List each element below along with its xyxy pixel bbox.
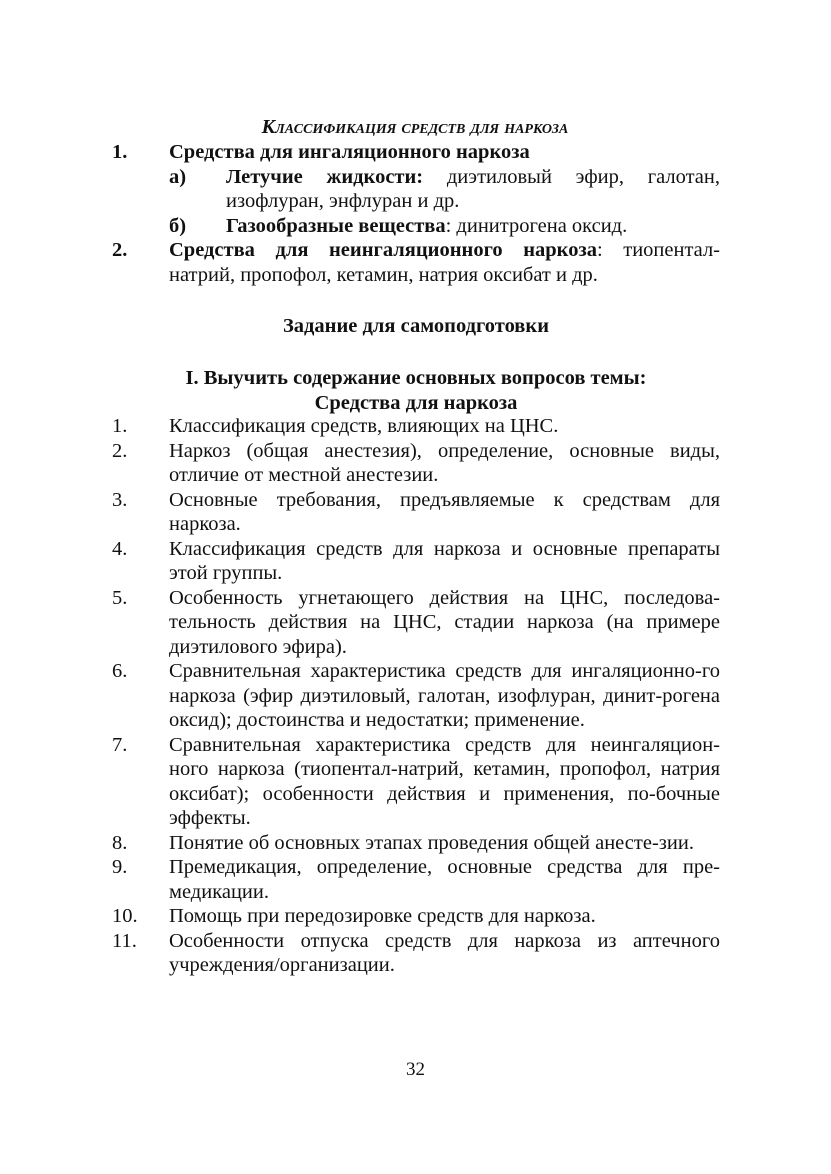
list-item (112, 488, 720, 537)
section-title-line-2: Средства для наркоза (314, 391, 518, 414)
list-item-number: 9. (112, 856, 128, 878)
list-item-number: 10. (112, 905, 138, 927)
list-item (112, 659, 720, 733)
list-item-number: 6. (112, 660, 128, 682)
list-item-number: 5. (112, 586, 128, 609)
classification-heading: Классификация средств для наркоза (261, 116, 569, 138)
classification-item-1 (112, 140, 720, 165)
list-item-number: 2. (112, 439, 128, 462)
classification-item-1-label: Средства для ингаляционного наркоза (169, 141, 530, 163)
classification-item-2-text: : тиопентал-натрий, пропофол, кетамин, натрия оксибат и др. (169, 239, 720, 286)
questions-list (112, 414, 720, 978)
list-item-text: Особенности отпуска средств для наркоза из аптечного учреждения/организации. (169, 929, 720, 976)
classification-item-2-number: 2. (112, 239, 128, 261)
classification-item-2-label: Средства для неингаляционного наркоза (169, 239, 597, 261)
page-number: 32 (406, 1059, 425, 1080)
list-item-text: Помощь при передозировке средств для наркоза. (169, 905, 596, 927)
classification-subitem-a-letter: а) (169, 165, 187, 188)
classification-item-1-subitems (112, 165, 720, 239)
list-item-text: Особенность угнетающего действия на ЦНС, последова-тельность действия на ЦНС, стадии наркоза (на примере диэтилового эфира). (169, 586, 720, 658)
list-item-text: Наркоз (общая анестезия), определение, основные виды, отличие от местной анестезии. (169, 439, 720, 486)
classification-list (112, 140, 720, 287)
list-item (112, 855, 720, 904)
list-item (112, 831, 720, 856)
task-title: Задание для самоподготовки (282, 315, 550, 337)
list-item (112, 904, 720, 929)
section-title-line-1: I. Выучить содержание основных вопросов темы: (185, 367, 647, 389)
list-item-text: Премедикация, определение, основные средства для пре-медикации. (169, 856, 720, 903)
list-item (112, 586, 720, 660)
list-item (112, 733, 720, 831)
list-item (112, 439, 720, 488)
list-item-number: 7. (112, 733, 128, 756)
classification-item-1-number: 1. (112, 141, 128, 163)
classification-subitem-b-text: : динитрогена оксид. (445, 214, 628, 237)
section-title (112, 366, 720, 415)
list-item-number: 8. (112, 831, 128, 854)
classification-subitem-a (169, 165, 720, 214)
list-item-number: 1. (112, 415, 128, 437)
classification-item-2 (112, 238, 720, 287)
list-item-text: Классификация средств для наркоза и основные препараты этой группы. (169, 537, 720, 584)
classification-subitem-b-label: Газообразные вещества (226, 214, 446, 237)
list-item (112, 414, 720, 439)
classification-subitem-a-text: диэтиловый эфир, галотан, изофлуран, энфлуран и др. (226, 165, 720, 212)
list-item-text: Сравнительная характеристика средств для неингаляцион-ного наркоза (тиопентал-натрий, кетамин, пропофол, натрия оксибат); особенности действия и применения, по-бочные эффекты. (169, 733, 720, 829)
classification-subitem-a-label: Летучие жидкости: (226, 165, 424, 188)
list-item-text: Сравнительная характеристика средств для ингаляционно-го наркоза (эфир диэтиловый, галотан, изофлуран, динит-рогена оксид); достоинства и недостатки; применение. (169, 660, 720, 731)
list-item-number: 3. (112, 488, 128, 511)
list-item (112, 537, 720, 586)
list-item-number: 11. (112, 929, 137, 952)
list-item-text: Понятие об основных этапах проведения общей анесте-зии. (169, 831, 694, 854)
list-item-text: Основные требования, предъявляемые к средствам для наркоза. (169, 488, 720, 535)
list-item-text: Классификация средств, влияющих на ЦНС. (169, 415, 559, 437)
classification-subitem-b (169, 214, 720, 239)
list-item (112, 929, 720, 978)
list-item-number: 4. (112, 537, 128, 560)
classification-subitem-b-letter: б) (169, 214, 187, 237)
